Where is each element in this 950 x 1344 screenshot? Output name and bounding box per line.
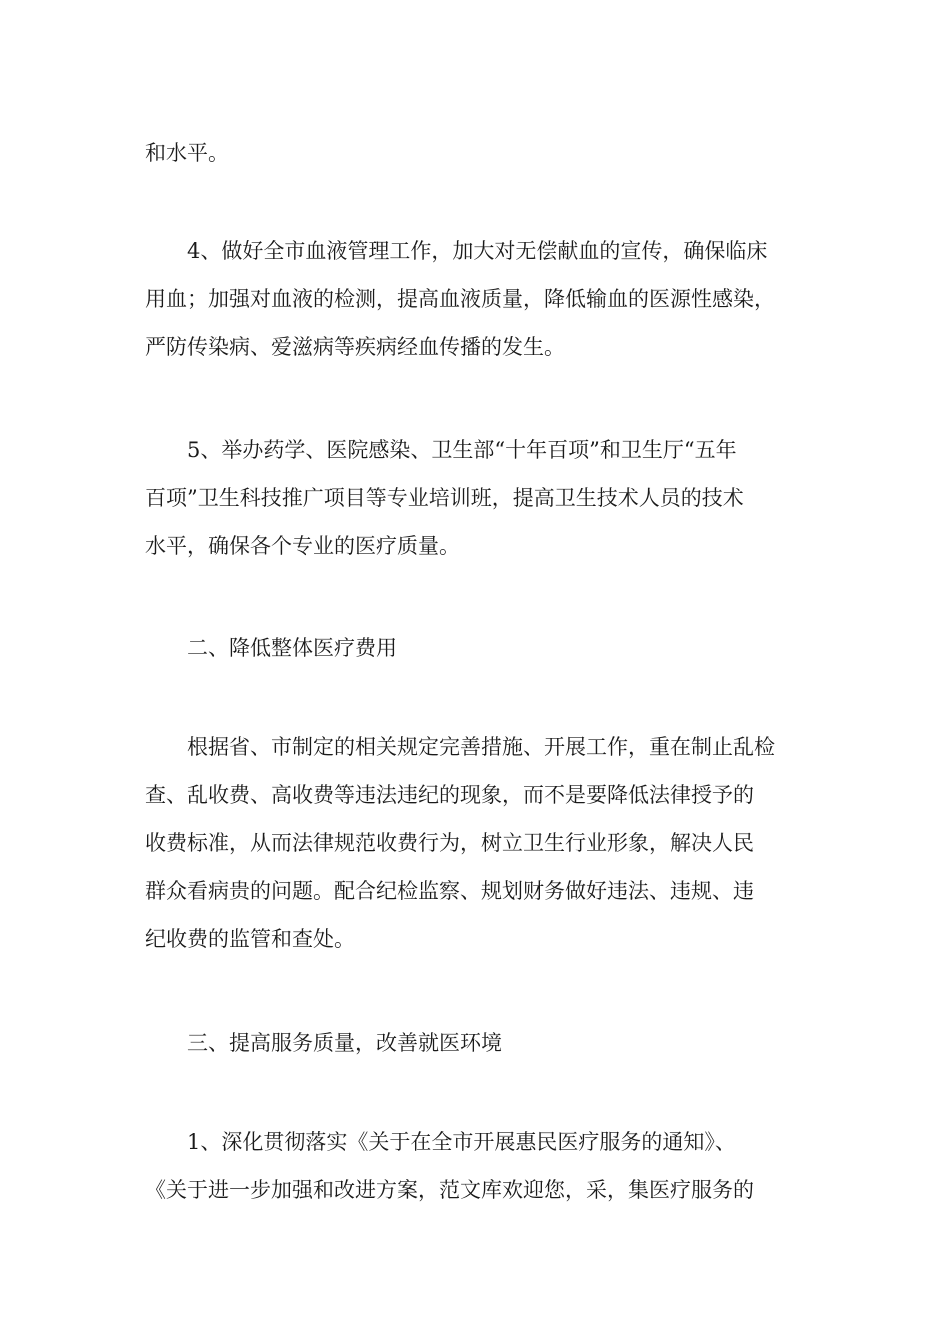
paragraph-section-3-item-1	[145, 1118, 825, 1214]
paragraph-continuation	[145, 129, 825, 177]
text-line: 纪收费的监管和查处。	[145, 927, 355, 951]
text-line: 百项”卫生科技推广项目等专业培训班，提高卫生技术人员的技术	[145, 486, 744, 510]
text-line: 收费标准，从而法律规范收费行为，树立卫生行业形象，解决人民	[145, 831, 754, 855]
text-line: 用血；加强对血液的检测，提高血液质量，降低输血的医源性感染，	[145, 287, 775, 311]
text-line: 群众看病贵的问题。配合纪检监察、规划财务做好违法、违规、违	[145, 879, 754, 903]
text-line: 查、乱收费、高收费等违法违纪的现象，而不是要降低法律授予的	[145, 783, 754, 807]
text-line: 水平，确保各个专业的医疗质量。	[145, 534, 460, 558]
text-line: 和水平。	[145, 141, 229, 165]
heading-text: 三、提高服务质量，改善就医环境	[145, 1031, 502, 1055]
section-heading-3	[145, 1019, 825, 1067]
text-line: 4、做好全市血液管理工作，加大对无偿献血的宣传，确保临床	[145, 239, 768, 263]
text-line: 严防传染病、爱滋病等疾病经血传播的发生。	[145, 335, 565, 359]
heading-text: 二、降低整体医疗费用	[145, 636, 397, 660]
paragraph-section-2-body	[145, 723, 825, 963]
paragraph-item-4	[145, 227, 825, 371]
paragraph-item-5	[145, 426, 825, 570]
text-line: 1、深化贯彻落实《关于在全市开展惠民医疗服务的通知》、	[145, 1130, 736, 1154]
text-line: 5、举办药学、医院感染、卫生部“十年百项”和卫生厅“五年	[145, 438, 737, 462]
text-line: 根据省、市制定的相关规定完善措施、开展工作，重在制止乱检	[145, 735, 775, 759]
text-line: 《关于进一步加强和改进方案，范文库欢迎您，采，集医疗服务的	[145, 1178, 754, 1202]
section-heading-2	[145, 624, 825, 672]
